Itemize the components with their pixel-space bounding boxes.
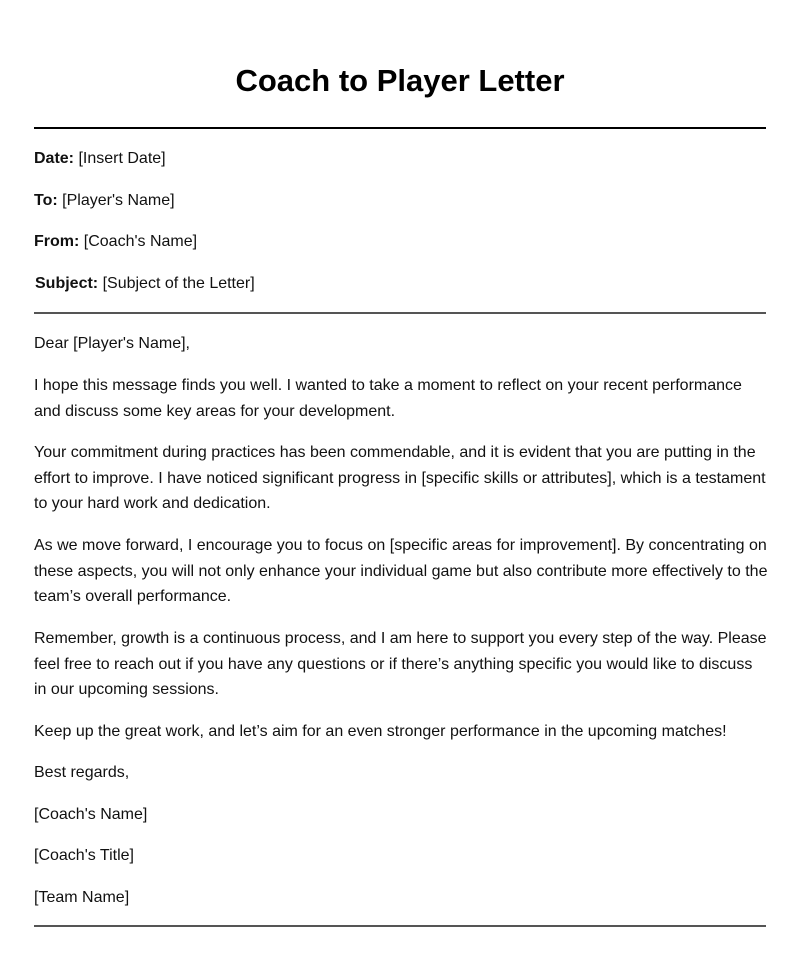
from-value: [Coach's Name] <box>83 233 198 250</box>
body-paragraph: Your commitment during practices has been commendable, and it is evident that you are putting in the effort to improve. I have noticed significant progress in [specific skills or attributes], which is a testament to your hard work and dedication. <box>34 444 766 512</box>
date-value: [Insert Date] <box>78 150 166 167</box>
closing: Best regards, <box>34 764 130 781</box>
title-divider <box>34 127 766 129</box>
from-line <box>34 232 197 252</box>
body-paragraph: Remember, growth is a continuous process, and I am here to support you every step of the way. Please feel free to reach out if you have any questions or if there’s anything specific you would like to discuss in our upcoming sessions. <box>34 630 767 698</box>
date-label: Date: <box>34 150 75 167</box>
to-line <box>34 191 175 211</box>
signature-title: [Coach's Title] <box>34 847 134 864</box>
body-paragraph: I hope this message finds you well. I wanted to take a moment to reflect on your recent performance and discuss some key areas for your development. <box>34 377 742 420</box>
greeting: Dear [Player's Name], <box>34 335 190 352</box>
from-label: From: <box>34 233 80 250</box>
header-divider <box>34 312 766 314</box>
to-label: To: <box>34 192 58 209</box>
subject-value: [Subject of the Letter] <box>102 275 255 292</box>
page-title: Coach to Player Letter <box>235 63 565 98</box>
date-line <box>34 149 166 169</box>
body-paragraph: As we move forward, I encourage you to focus on [specific areas for improvement]. By concentrating on these aspects, you will not only enhance your individual game but also contribute more effectively to the team’s overall performance. <box>34 537 768 605</box>
footer-divider <box>34 925 766 927</box>
subject-label: Subject: <box>35 275 99 292</box>
signature-team: [Team Name] <box>34 889 130 906</box>
to-value: [Player's Name] <box>62 192 175 209</box>
subject-line <box>35 274 255 294</box>
signature-name: [Coach's Name] <box>34 806 148 823</box>
body-paragraph: Keep up the great work, and let’s aim for an even stronger performance in the upcoming matches! <box>34 723 727 740</box>
